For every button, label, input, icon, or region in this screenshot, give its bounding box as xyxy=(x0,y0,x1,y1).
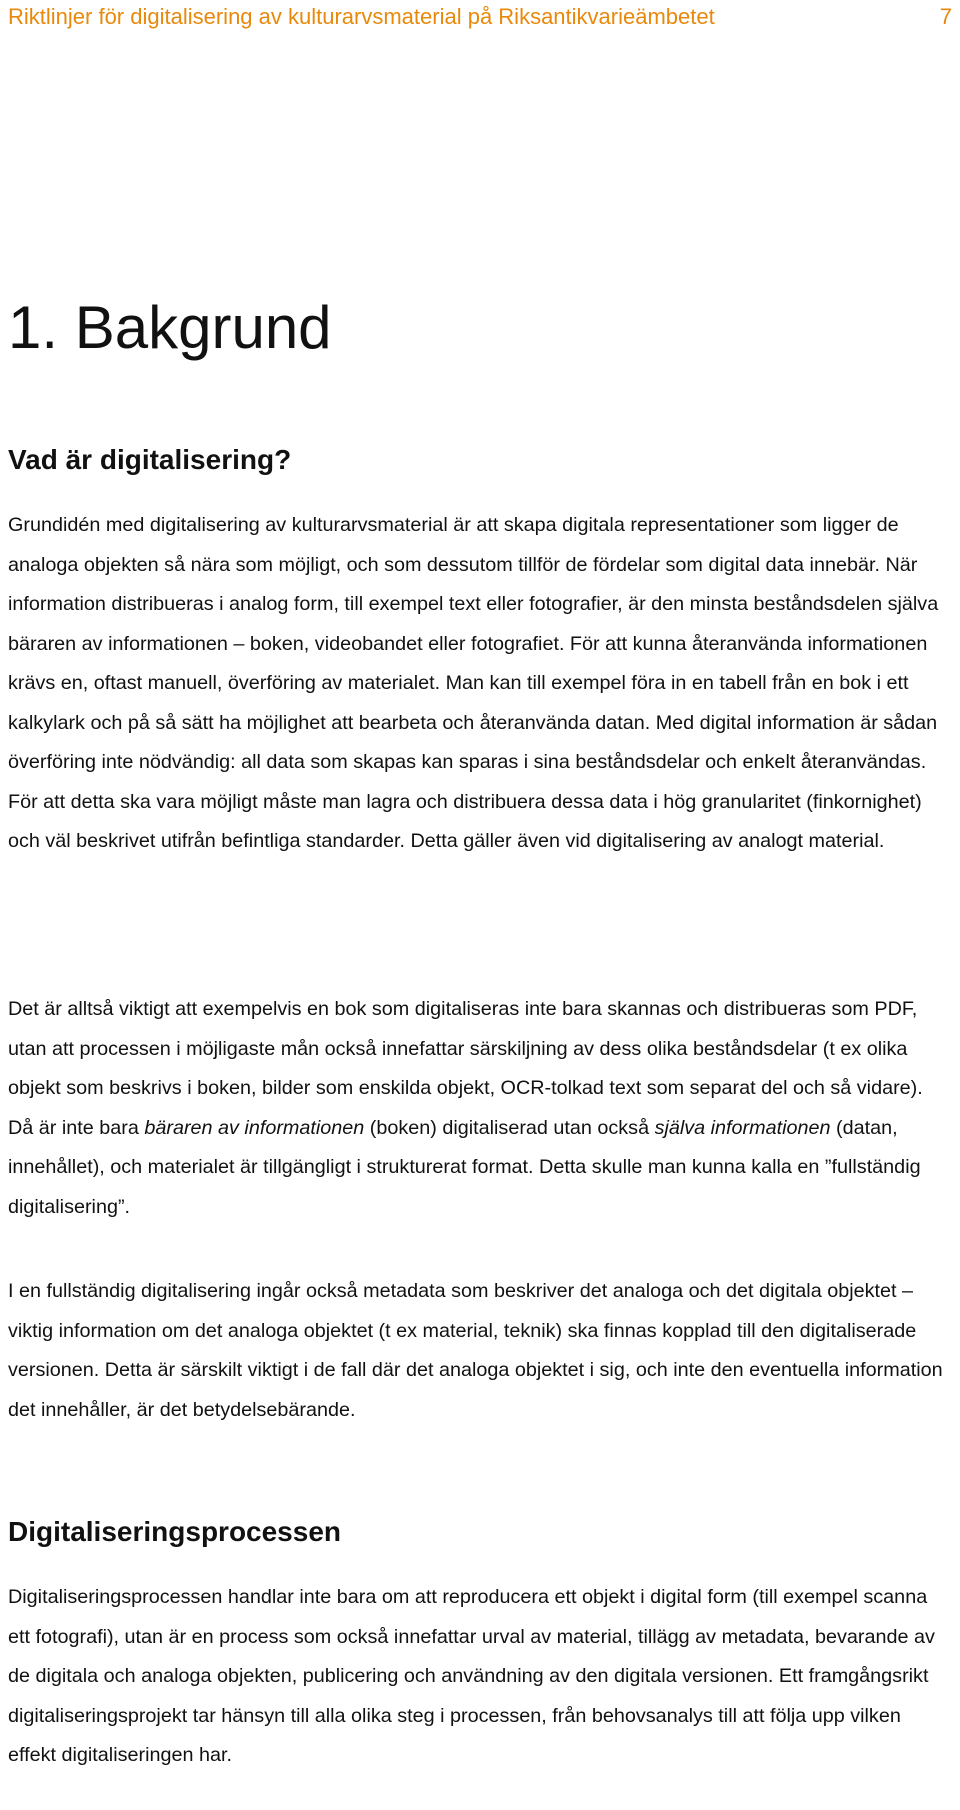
emphasis-text: själva informationen xyxy=(654,1116,831,1139)
paragraph-text: (datan, innehållet), och materialet är tillgängligt i strukturerat format. Detta skulle man kunna kalla en ”fullständig digitalisering”. xyxy=(8,1116,921,1218)
chapter-title: 1. Bakgrund xyxy=(8,294,332,361)
paragraph-text: (boken) digitaliserad utan också xyxy=(364,1116,655,1139)
paragraph: Grundidén med digitalisering av kulturarvsmaterial är att skapa digitala representationer som ligger de analoga objekten så nära som möjligt, och som dessutom tillför de fördelar som digital data innebär. När information distribueras i analog form, till exempel text eller fotografier, är den minsta beståndsdelen själva bäraren av informationen – boken, videobandet eller fotografiet. För att kunna återanvända informationen krävs en, oftast manuell, överföring av materialet. Man kan till exempel föra in en tabell från en bok i ett kalkylark och på så sätt ha möjlighet att bearbeta och återanvända datan. Med digital information är sådan överföring inte nödvändig: all data som skapas kan sparas i sina beståndsdelar och enkelt återanvändas. För att detta ska vara möjligt måste man lagra och distribuera dessa data i hög granularitet (finkornighet) och väl beskrivet utifrån befintliga standarder. Detta gäller även vid digitalisering av analogt material. xyxy=(8,514,939,852)
paragraph: I en fullständig digitalisering ingår också metadata som beskriver det analoga och det digitala objektet – viktig information om det analoga objektet (t ex material, teknik) ska finnas kopplad till den digitaliserade versionen. Detta är särskilt viktigt i de fall där det analoga objektet i sig, och inte den eventuella information det innehåller, är det betydelsebärande. xyxy=(8,1280,943,1421)
section-heading-digitization-process: Digitaliseringsprocessen xyxy=(8,1516,342,1547)
paragraph-text: Det är alltså viktigt att exempelvis en bok som digitaliseras inte bara skannas och distribueras som PDF, utan att processen i möjligaste mån också innefattar särskiljning av dess olika beståndsdelar (t ex olika objekt som beskrivs i boken, bilder som enskilda objekt, OCR-tolkad text som separat del och så vidare). Då är inte bara xyxy=(8,998,923,1139)
running-header xyxy=(8,4,952,34)
section-heading-what-is-digitization: Vad är digitalisering? xyxy=(8,444,292,475)
page-number: 7 xyxy=(939,4,952,29)
document-title: Riktlinjer för digitalisering av kulturarvsmaterial på Riksantikvarieämbetet xyxy=(8,4,715,29)
paragraph xyxy=(8,990,952,1227)
emphasis-text: bäraren av informationen xyxy=(144,1116,365,1139)
paragraph: Digitaliseringsprocessen handlar inte bara om att reproducera ett objekt i digital form (till exempel scanna ett fotografi), utan är en process som också innefattar urval av material, tillägg av metadata, bevarande av de digitala och analoga objekten, publicering och användning av den digitala versionen. Ett framgångsrikt digitaliseringsprojekt tar hänsyn till alla olika steg i processen, från behovsanalys till att följa upp vilken effekt digitaliseringen har. xyxy=(8,1586,935,1766)
